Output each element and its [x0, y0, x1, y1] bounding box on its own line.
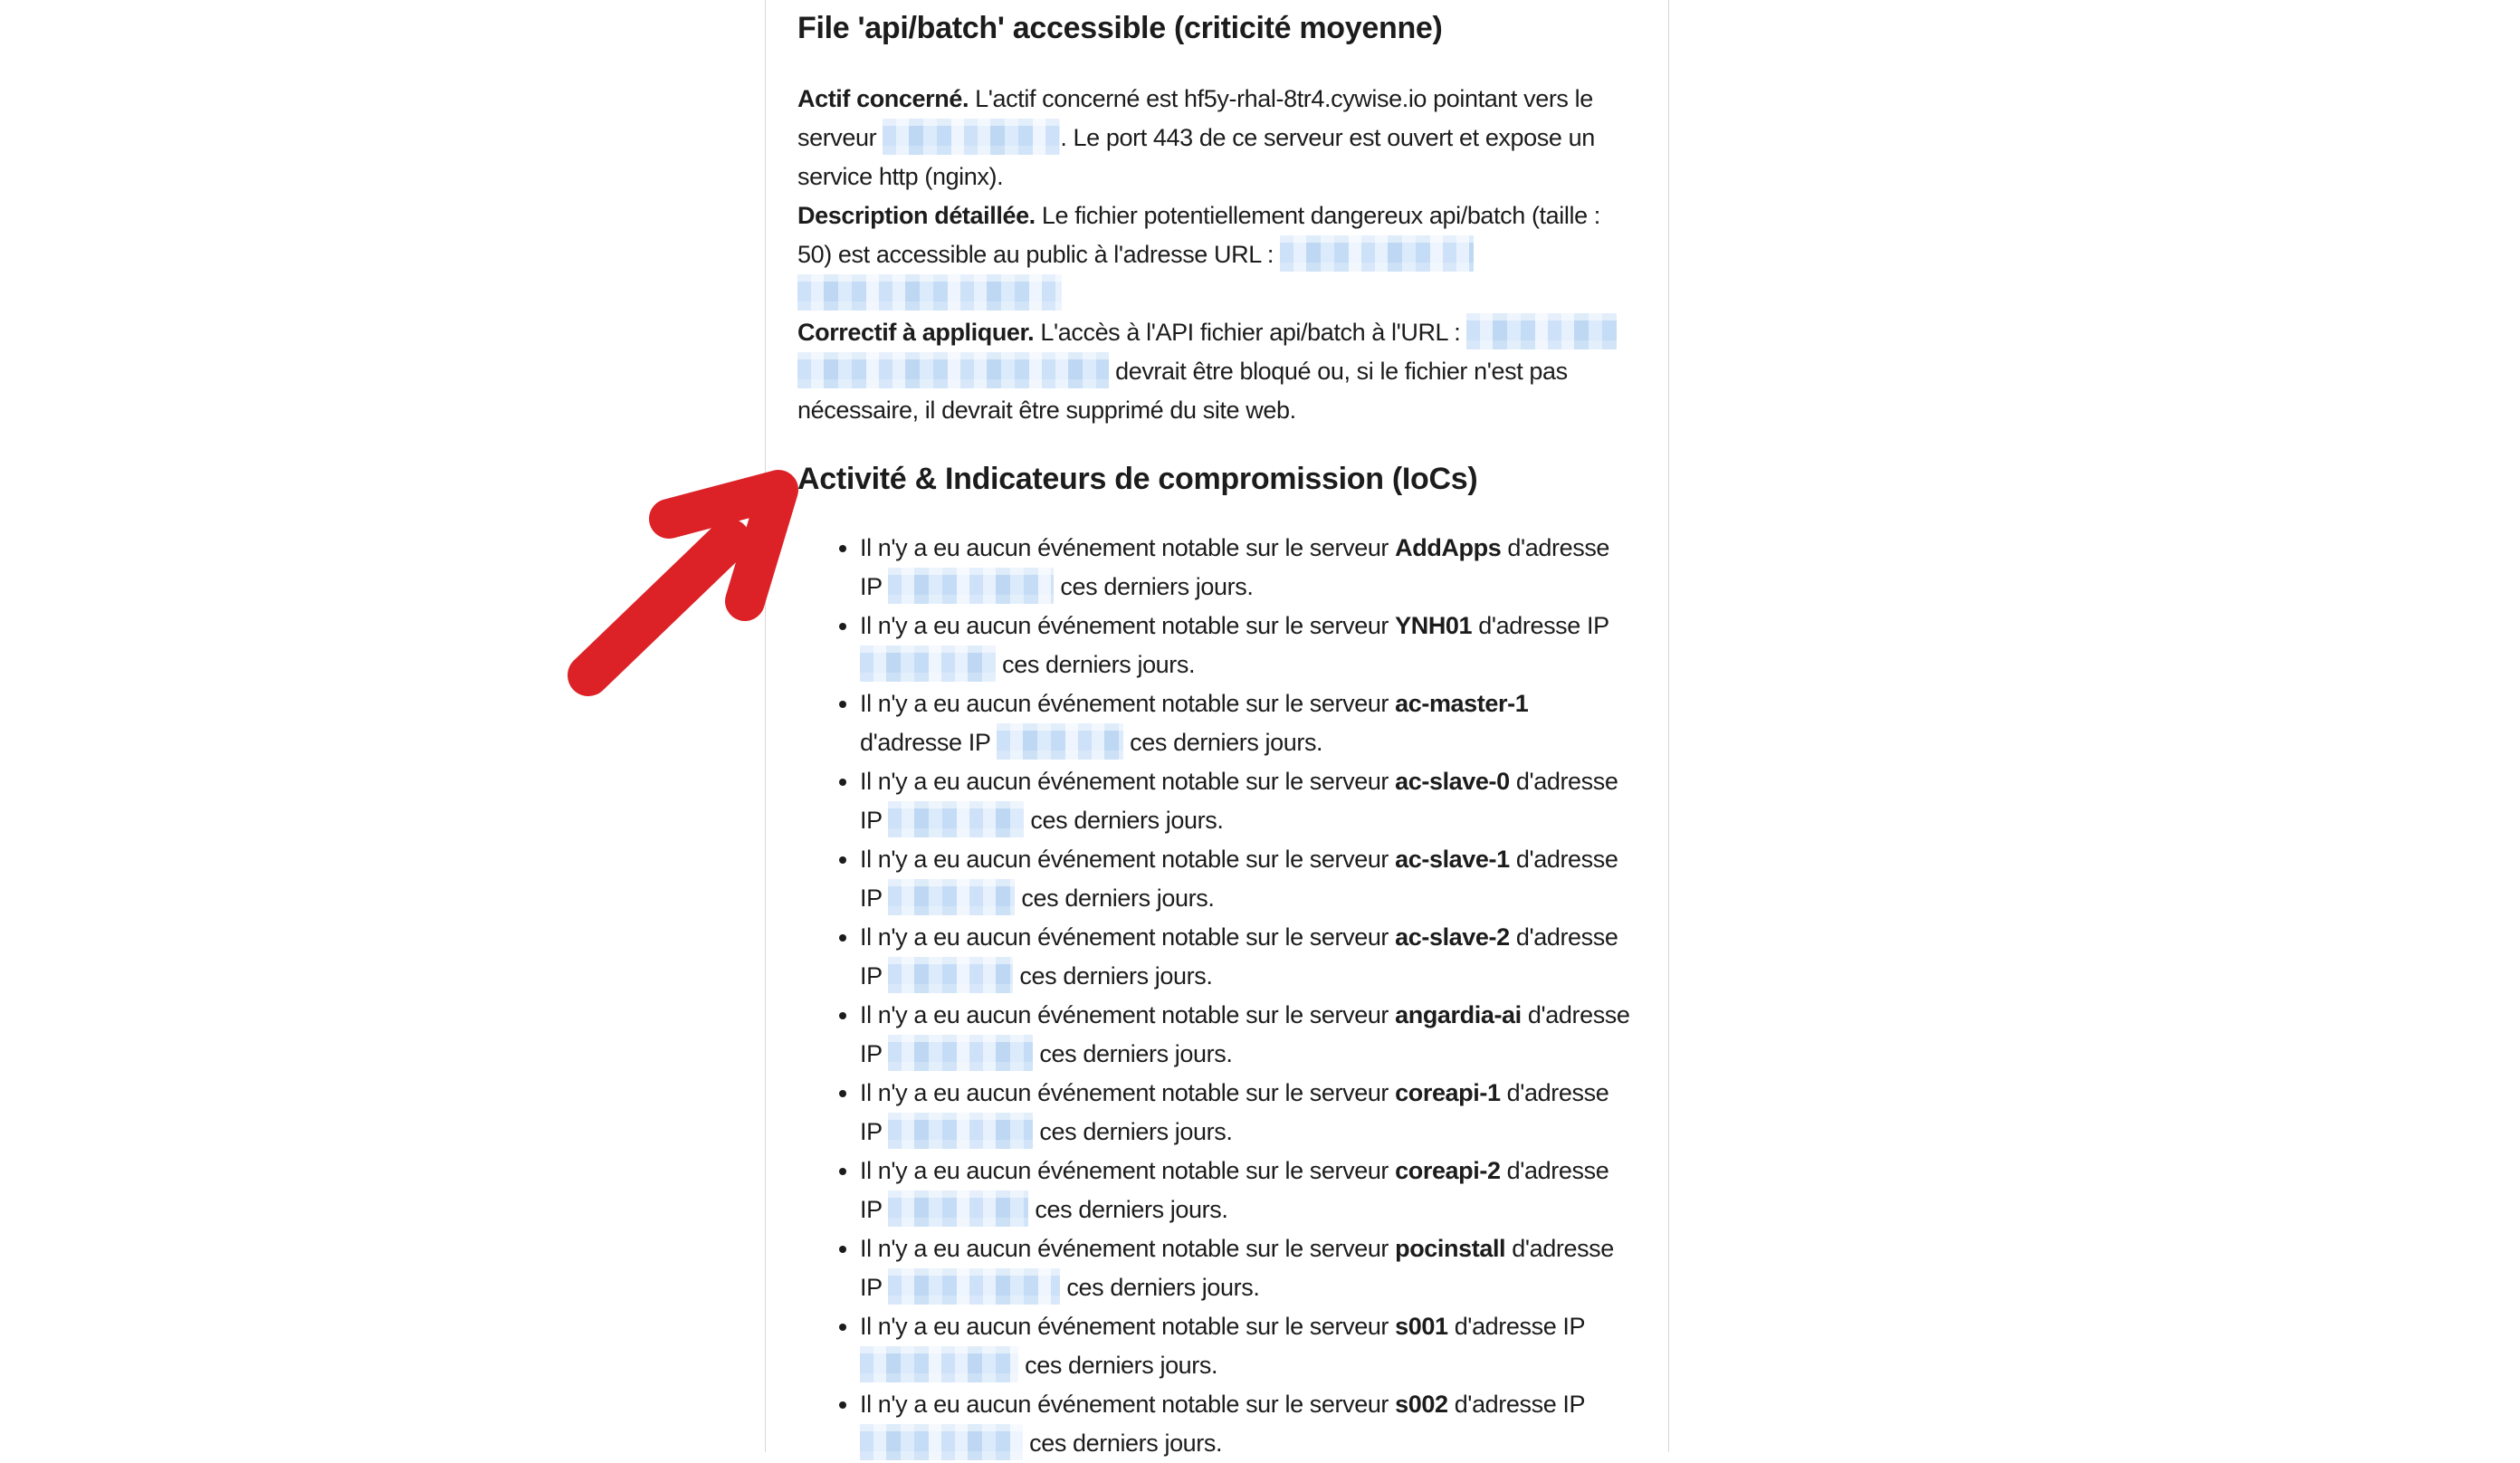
redacted-ip: [888, 879, 1015, 915]
ioc-list-item: • Il n'y a eu aucun événement notable sur le serveur s001 d'adresse IP ces derniers jours.: [860, 1307, 1632, 1385]
redacted-ip: [888, 1268, 1060, 1305]
ioc-list-item: • Il n'y a eu aucun événement notable sur le serveur ac-slave-1 d'adresse IP ces derniers jours.: [860, 840, 1632, 918]
server-name: s002: [1395, 1391, 1448, 1418]
redacted-ip: [888, 1190, 1028, 1227]
paragraph-lead-label: Description détaillée.: [797, 202, 1036, 229]
redacted-text: [797, 274, 1062, 311]
redacted-ip: [888, 957, 1013, 993]
paragraph: Actif concerné. L'actif concerné est hf5y-rhal-8tr4.cywise.io pointant vers le serveur . Le port 443 de ce serveur est ouvert et expose un service http (nginx).: [797, 85, 1595, 190]
server-name: YNH01: [1395, 612, 1473, 639]
redacted-ip: [860, 1424, 1023, 1460]
ioc-list-item: • Il n'y a eu aucun événement notable sur le serveur ac-slave-2 d'adresse IP ces derniers jours.: [860, 918, 1632, 996]
ioc-section-heading: Activité & Indicateurs de compromission (IoCs): [797, 462, 1478, 496]
redacted-ip: [888, 801, 1024, 837]
paragraph: Description détaillée. Le fichier potentiellement dangereux api/batch (taille : 50) est accessible au public à l'adresse URL :: [797, 196, 1632, 313]
ioc-list-item: • Il n'y a eu aucun événement notable sur le serveur ac-slave-0 d'adresse IP ces derniers jours.: [860, 762, 1632, 840]
server-name: coreapi-2: [1395, 1157, 1501, 1184]
report-card: [765, 0, 1669, 1457]
ioc-list-item: • Il n'y a eu aucun événement notable sur le serveur pocinstall d'adresse IP ces derniers jours.: [860, 1229, 1632, 1307]
server-name: AddApps: [1395, 534, 1502, 561]
ioc-list-item: • Il n'y a eu aucun événement notable sur le serveur coreapi-1 d'adresse IP ces derniers jours.: [860, 1074, 1632, 1152]
redacted-text: [883, 119, 1060, 155]
ioc-list-item: • Il n'y a eu aucun événement notable sur le serveur coreapi-2 d'adresse IP ces derniers jours.: [860, 1152, 1632, 1229]
redacted-ip: [888, 1035, 1033, 1071]
redacted-ip: [888, 568, 1054, 604]
redacted-ip: [997, 723, 1123, 760]
redacted-text: [797, 352, 1109, 388]
ioc-list: [797, 529, 1632, 1463]
ioc-list-item: • Il n'y a eu aucun événement notable sur le serveur YNH01 d'adresse IP ces derniers jours.: [860, 607, 1632, 684]
server-name: ac-slave-1: [1395, 846, 1510, 873]
server-name: ac-slave-0: [1395, 768, 1510, 795]
red-arrow-head: [669, 490, 778, 601]
ioc-list-item: • Il n'y a eu aucun événement notable sur le serveur ac-master-1 d'adresse IP ces derniers jours.: [860, 684, 1632, 762]
server-name: s001: [1395, 1313, 1448, 1340]
redacted-ip: [860, 645, 996, 682]
redacted-ip: [860, 1346, 1018, 1382]
server-name: angardia-ai: [1395, 1001, 1522, 1028]
server-name: coreapi-1: [1395, 1079, 1501, 1106]
redacted-text: [1280, 235, 1474, 272]
ioc-list-item: • Il n'y a eu aucun événement notable sur le serveur AddApps d'adresse IP ces derniers jours.: [860, 529, 1632, 607]
finding-title: File 'api/batch' accessible (criticité moyenne): [797, 11, 1443, 45]
server-name: pocinstall: [1395, 1235, 1506, 1262]
paragraph-lead-label: Correctif à appliquer.: [797, 319, 1035, 346]
red-arrow-shaft: [588, 540, 730, 675]
redacted-ip: [888, 1113, 1033, 1149]
ioc-list-item: • Il n'y a eu aucun événement notable sur le serveur s002 d'adresse IP ces derniers jours.: [860, 1385, 1632, 1463]
server-name: ac-master-1: [1395, 690, 1529, 717]
server-name: ac-slave-2: [1395, 923, 1510, 951]
ioc-list-item: • Il n'y a eu aucun événement notable sur le serveur angardia-ai d'adresse IP ces derniers jours.: [860, 996, 1632, 1074]
redacted-text: [1466, 313, 1617, 349]
finding-details: [797, 80, 1632, 430]
paragraph: Correctif à appliquer. L'accès à l'API fichier api/batch à l'URL : devrait être bloqué ou, si le fichier n'est pas nécessaire, il devrait être supprimé du site web.: [797, 313, 1632, 430]
paragraph-lead-label: Actif concerné.: [797, 85, 969, 112]
